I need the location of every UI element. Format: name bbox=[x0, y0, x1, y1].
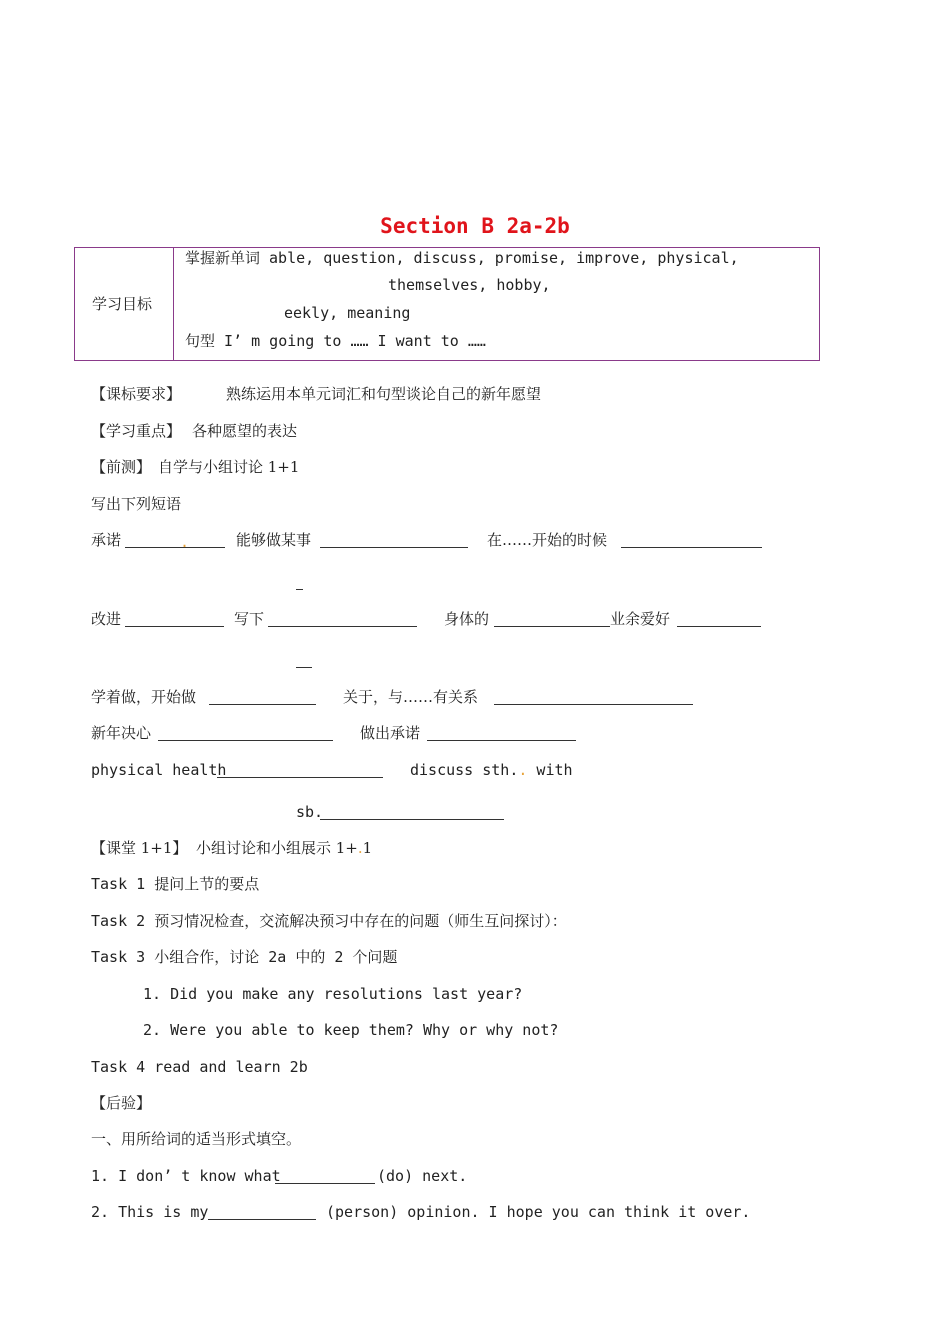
phrase-at-beginning: 在……开始的时候 bbox=[487, 531, 608, 549]
phrase-about: 关于，与……有关系 bbox=[343, 688, 479, 706]
goals-line-3: eekly, meaning bbox=[284, 304, 411, 322]
focus-label: 【学习重点】 bbox=[91, 422, 182, 440]
phrase-physical-health: physical health bbox=[91, 761, 227, 779]
phrase-discuss-dot: . bbox=[518, 761, 528, 779]
table-divider bbox=[173, 248, 174, 360]
phrase-promise: 承诺 bbox=[91, 531, 122, 549]
blank-hobby[interactable] bbox=[677, 612, 761, 627]
goals-label: 学习目标 bbox=[92, 295, 153, 313]
exercise-1-start: 1. I don’ t know what bbox=[91, 1167, 281, 1185]
curriculum-label: 【课标要求】 bbox=[91, 385, 182, 403]
phrase-make-promise: 做出承诺 bbox=[360, 724, 421, 742]
blank-discuss-with[interactable] bbox=[320, 805, 504, 820]
task-2: Task 2 预习情况检查，交流解决预习中存在的问题（师生互问探讨）： bbox=[91, 912, 567, 930]
blank-write-down[interactable] bbox=[268, 612, 417, 627]
blank-continuation-1[interactable] bbox=[296, 575, 303, 590]
blank-physical[interactable] bbox=[494, 612, 610, 627]
exercise-1-end: (do) next. bbox=[377, 1167, 468, 1185]
curriculum-text: 熟练运用本单元词汇和句型谈论自己的新年愿望 bbox=[226, 385, 542, 403]
blank-improve[interactable] bbox=[125, 612, 224, 627]
blank-promise[interactable] bbox=[125, 533, 225, 548]
blank-be-able-to[interactable] bbox=[320, 533, 468, 548]
blank-continuation-2[interactable] bbox=[296, 653, 312, 668]
blank-resolution[interactable] bbox=[158, 726, 333, 741]
goals-line-1: 掌握新单词 able, question, discuss, promise, improve, physical, bbox=[185, 249, 739, 267]
task-1: Task 1 提问上节的要点 bbox=[91, 875, 260, 893]
blank-exercise-1[interactable] bbox=[275, 1169, 375, 1184]
phrase-discuss-part-1: discuss sth. bbox=[410, 761, 519, 779]
classroom-label: 【课堂 1+1】 bbox=[91, 839, 188, 857]
goals-line-4: 句型 I’ m going to …… I want to …… bbox=[185, 332, 486, 350]
phrase-discuss-with bbox=[410, 760, 573, 780]
exercise-heading: 一、用所给词的适当形式填空。 bbox=[91, 1130, 302, 1148]
blank-exercise-2[interactable] bbox=[208, 1205, 316, 1220]
pretest-label: 【前测】 bbox=[91, 458, 152, 476]
classroom-text-tail: 1 bbox=[362, 839, 373, 857]
task-3-question-2: 2. Were you able to keep them? Why or why not? bbox=[143, 1021, 559, 1039]
phrase-resolution: 新年决心 bbox=[91, 724, 152, 742]
phrase-improve: 改进 bbox=[91, 610, 122, 628]
focus-text: 各种愿望的表达 bbox=[192, 422, 298, 440]
phrase-physical: 身体的 bbox=[444, 610, 490, 628]
page-title: Section B 2a-2b bbox=[380, 214, 570, 238]
exercise-2-start: 2. This is my bbox=[91, 1203, 209, 1221]
phrase-sb: sb. bbox=[296, 803, 324, 821]
phrase-write-down: 写下 bbox=[234, 610, 265, 628]
task-3: Task 3 小组合作，讨论 2a 中的 2 个问题 bbox=[91, 948, 398, 966]
task-4: Task 4 read and learn 2b bbox=[91, 1058, 308, 1076]
blank-at-beginning[interactable] bbox=[621, 533, 762, 548]
pretest-text: 自学与小组讨论 1+1 bbox=[158, 458, 300, 476]
stray-dot: . bbox=[180, 533, 190, 551]
task-3-question-1: 1. Did you make any resolutions last year? bbox=[143, 985, 523, 1003]
posttest-label: 【后验】 bbox=[91, 1094, 152, 1112]
phrase-discuss-part-2: with bbox=[527, 761, 573, 779]
phrase-learn-to: 学着做，开始做 bbox=[91, 688, 197, 706]
exercise-2-end: (person) opinion. I hope you can think it over. bbox=[326, 1203, 751, 1221]
classroom-text-main: 小组讨论和小组展示 1+ bbox=[196, 839, 358, 857]
phrase-be-able-to: 能够做某事 bbox=[236, 531, 312, 549]
blank-make-promise[interactable] bbox=[427, 726, 576, 741]
classroom-text bbox=[196, 838, 372, 858]
blank-physical-health[interactable] bbox=[217, 763, 383, 778]
goals-line-2: themselves, hobby, bbox=[388, 276, 551, 294]
phrase-hobby: 业余爱好 bbox=[610, 610, 671, 628]
write-phrases-heading: 写出下列短语 bbox=[91, 495, 182, 513]
classroom-dot: . bbox=[357, 839, 363, 857]
blank-learn-to[interactable] bbox=[209, 690, 316, 705]
blank-about[interactable] bbox=[494, 690, 693, 705]
goals-table bbox=[74, 247, 820, 361]
